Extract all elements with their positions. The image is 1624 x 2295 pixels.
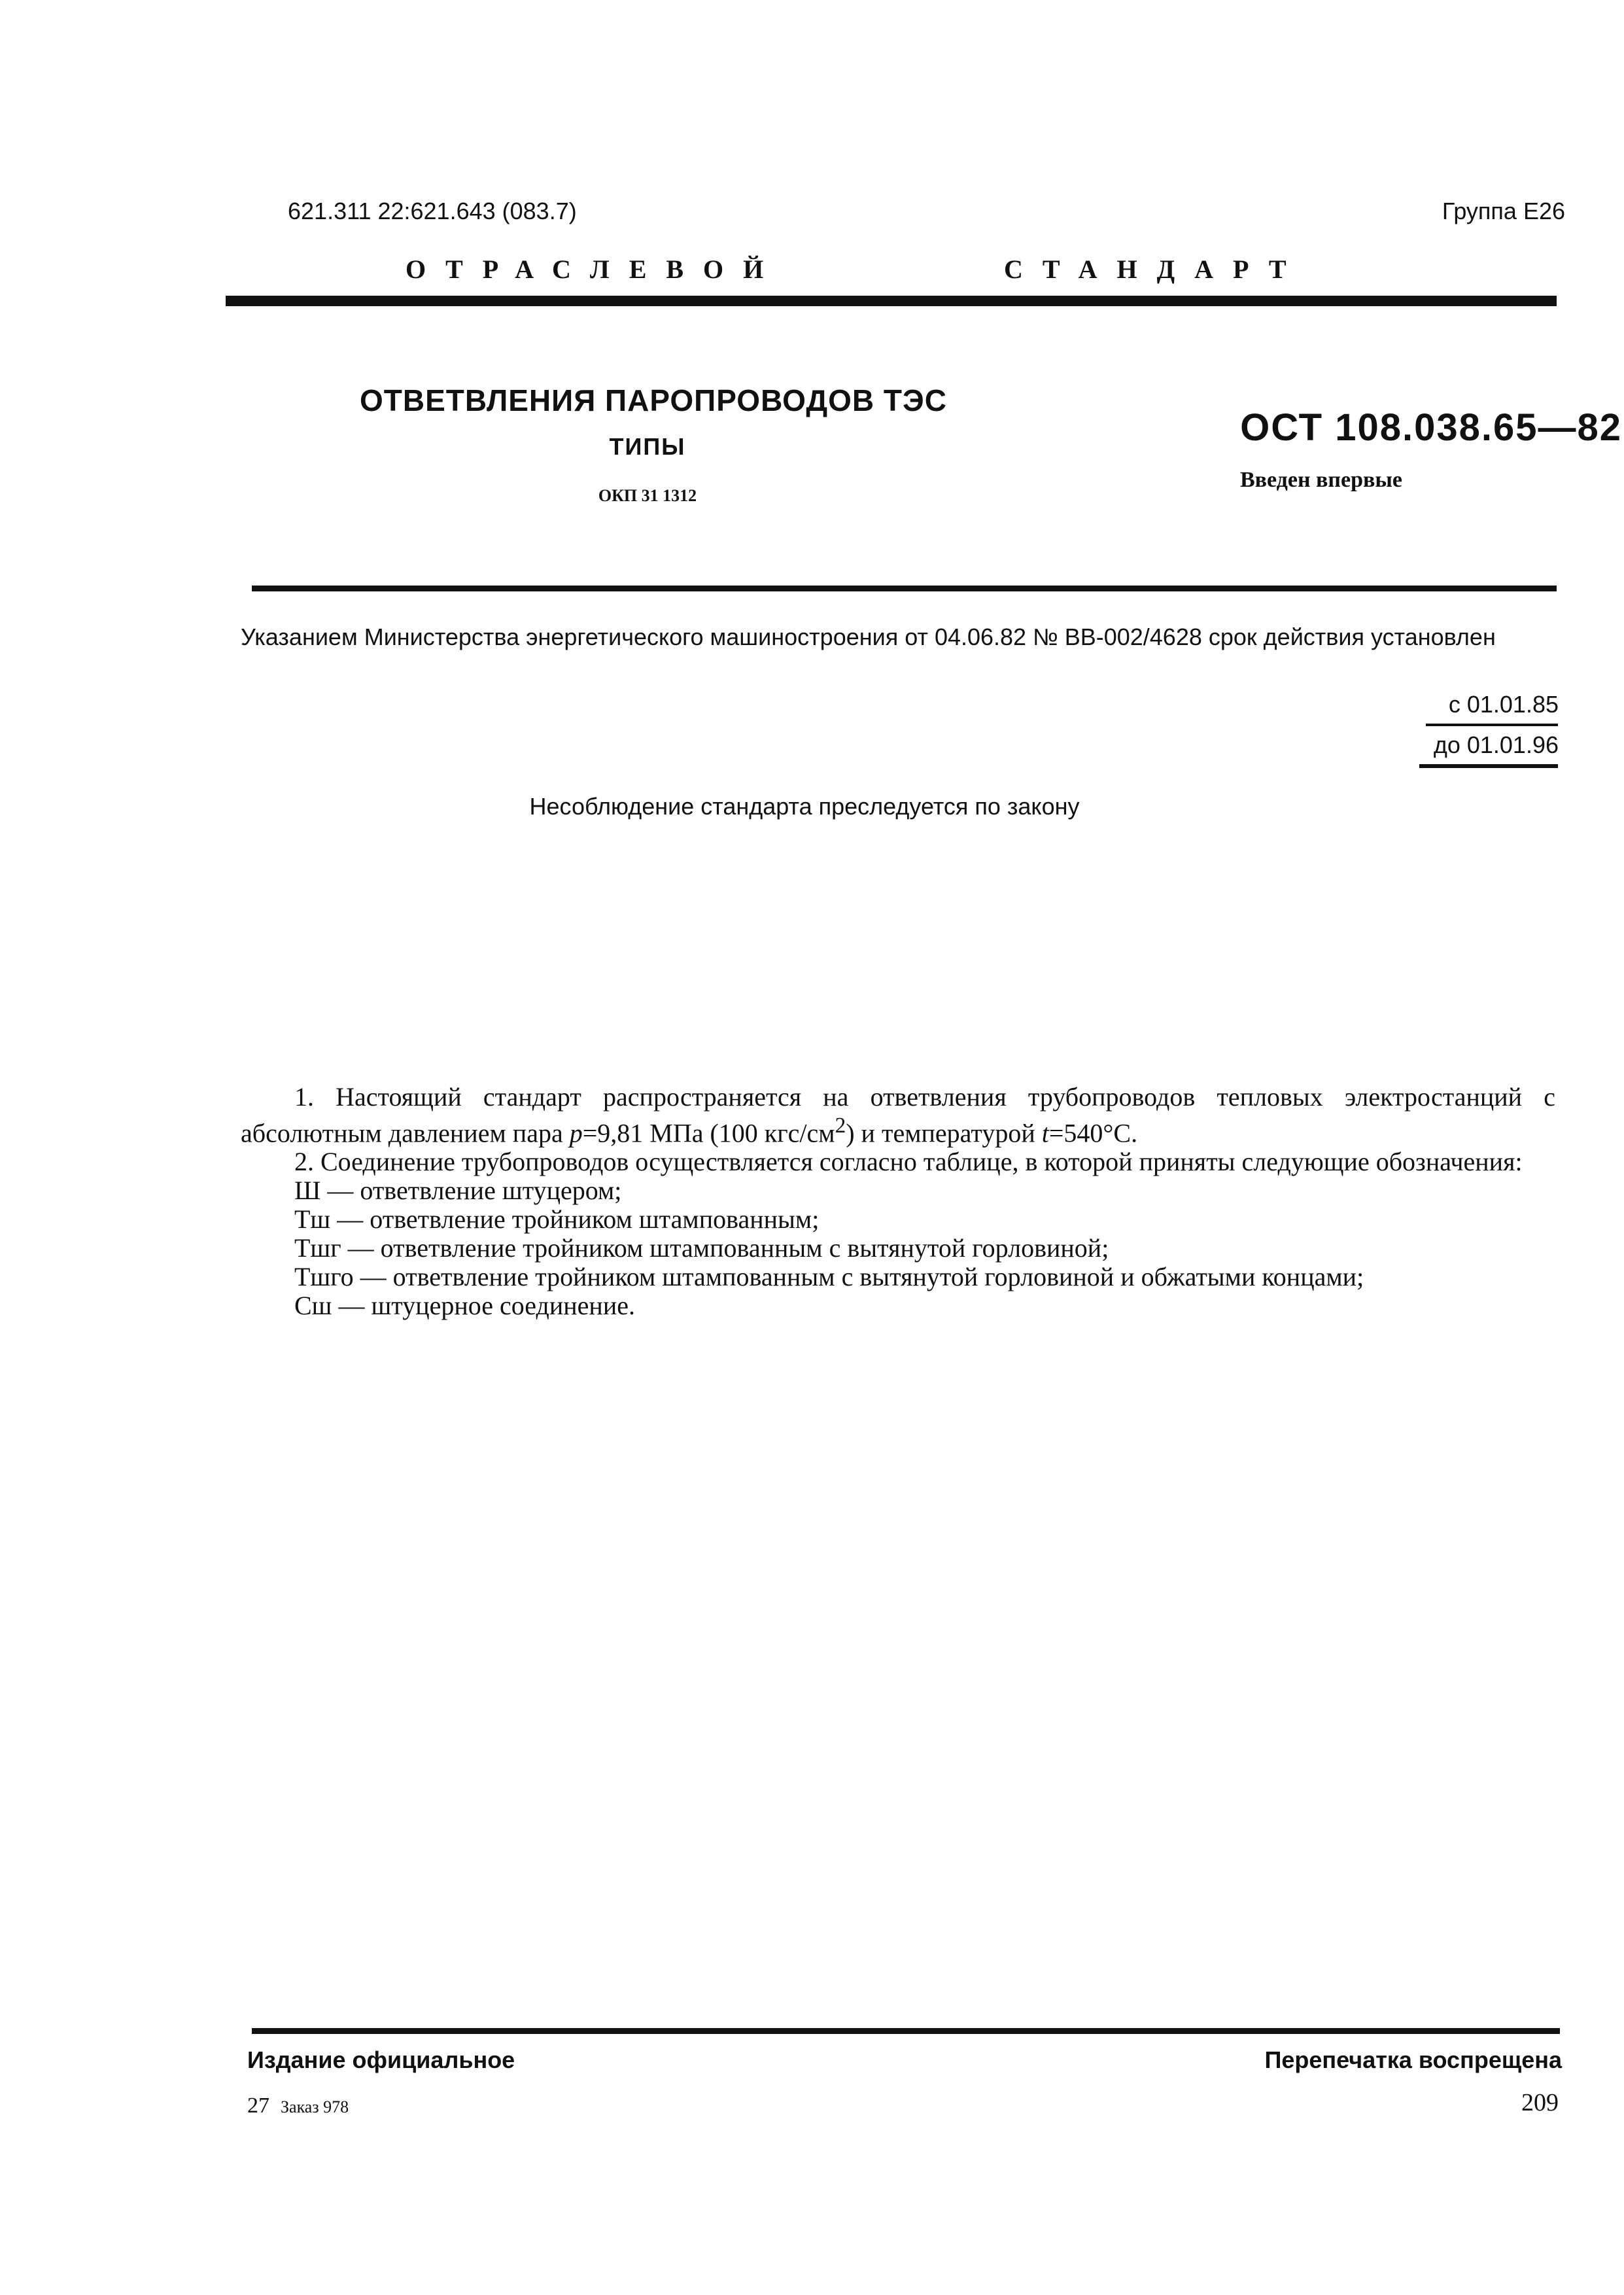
valid-from-underline: [1426, 724, 1558, 726]
order-info: [247, 2094, 349, 2118]
group-code: Группа Е26: [1442, 198, 1565, 224]
valid-from: с 01.01.85: [1448, 691, 1559, 718]
list-item: Тшго — ответвление тройником штампованным с вытянутой горловиной и обжатыми концами;: [294, 1262, 1364, 1292]
standard-designation: ОСТ 108.038.65—82: [1240, 406, 1622, 449]
footer-rule: [252, 2028, 1560, 2034]
paragraph-2: 2. Соединение трубопроводов осуществляется согласно таблице, в которой приняты следующие обозначения:: [294, 1147, 1523, 1177]
list-item: Сш — штуцерное соединение.: [294, 1291, 635, 1321]
list-item: Тшг — ответвление тройником штампованным с вытянутой горловиной;: [294, 1233, 1109, 1263]
valid-to-underline: [1419, 764, 1558, 768]
banner-otraslevoy: ОТРАСЛЕВОЙ: [406, 254, 784, 284]
list-item: Ш — ответвление штуцером;: [294, 1176, 622, 1206]
pressure-symbol: p: [569, 1118, 583, 1148]
order-number: 27: [247, 2094, 269, 2118]
header-rule: [226, 296, 1557, 306]
banner-standart: СТАНДАРТ: [1004, 254, 1306, 284]
directive-text: Указанием Министерства энергетического машиностроения от 04.06.82 № ВВ-002/4628 срок действия установлен: [241, 623, 1496, 650]
legal-warning: Несоблюдение стандарта преследуется по закону: [529, 793, 1080, 820]
list-item: Тш — ответвление тройником штампованным;: [294, 1204, 820, 1235]
order-label: Заказ 978: [281, 2097, 349, 2116]
udk-code: 621.311 22:621.643 (083.7): [288, 198, 577, 224]
title-rule: [252, 586, 1557, 591]
okp-code: ОКП 31 1312: [598, 486, 697, 505]
document-subtitle: ТИПЫ: [609, 433, 686, 460]
paragraph-1: 1. Настоящий стандарт распространяется на ответвления трубопроводов тепловых электростанций с абсолютным давлением пара p=9,81 МПа (100 кгс/$см^2$) и температурой t=540°С.: [241, 1082, 1555, 1148]
reprint-note: Перепечатка воспрещена: [1264, 2046, 1562, 2073]
introduced-note: Введен впервые: [1239, 468, 1402, 492]
document-title: ОТВЕТВЛЕНИЯ ПАРОПРОВОДОВ ТЭС: [360, 383, 947, 417]
temperature-symbol: t: [1041, 1118, 1049, 1148]
valid-to: до 01.01.96: [1433, 731, 1559, 758]
edition-note: Издание официальное: [247, 2046, 515, 2073]
body-text: [241, 1083, 1555, 1320]
page-number: 209: [1521, 2089, 1559, 2116]
